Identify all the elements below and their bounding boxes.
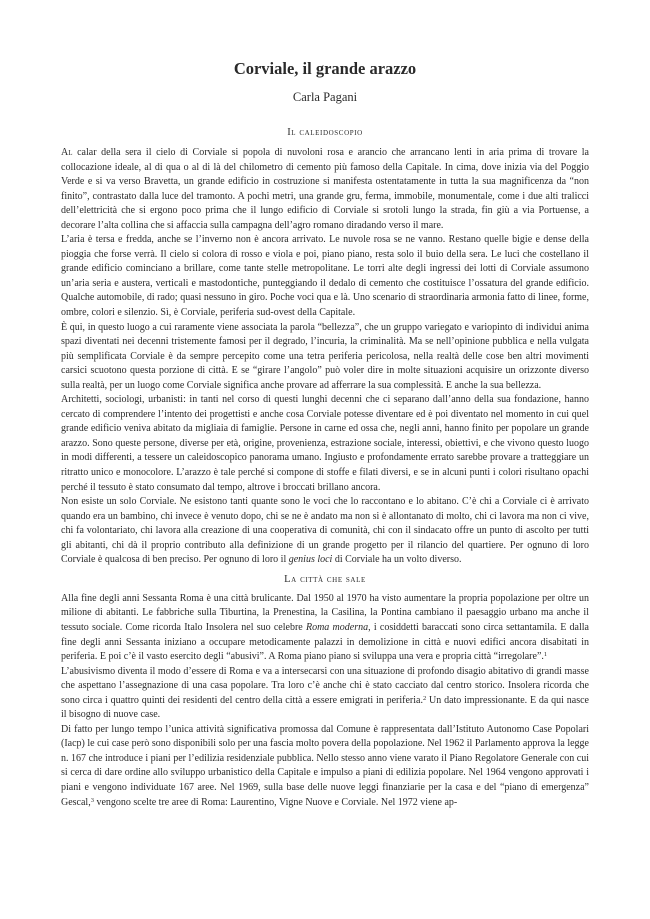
paragraph	[61, 723, 589, 810]
paragraph: È qui, in questo luogo a cui raramente viene associata la parola “bellezza”, che un gruppo variegato e variopinto di individui anima spazi diventati nei decenni tristemente famosi per il degrado, l’incuria, la criminalità. Ma se nell’opinione pubblica e nella vulgata più semplificata Corviale è da sempre percepito come una tetra periferia pericolosa, nella realtà delle cose ben altri movimenti carsici scuotono questa porzione di città. E se “girare l’angolo” può voler dire in molte situazioni acquisire un orizzonte diverso sulla realtà, per un luogo come Corviale significa anche provare ad afferrare la sua complessità. E anche la sua bellezza.	[61, 321, 589, 391]
small-caps-lead: Al	[61, 147, 73, 158]
footnote-marker: 3	[90, 796, 94, 804]
italic-term: genius loci	[288, 554, 333, 566]
section-heading-caleidoscopio: Il caleidoscopio	[287, 127, 363, 138]
paragraph	[61, 665, 589, 723]
paragraph-text: calar della sera il cielo di Corviale si popola di nuvoloni rosa e arancio che arrancano lenti in aria prima di trovare la collocazione ideale, al di qua o al di là del chilometro di cemento più famoso della Capitale. In cima, dove inizia via del Poggio Verde e si va verso Bravetta, un grande edificio in costruzione si manifesta ostentatamente in tutta la sua magnificenza da “non finito”, contrastato dalla luce del tramonto. A pochi metri, una grande gru, ferma, immobile, monumentale, come i due alti tralicci dell’elettricità che si ergono poco prima che il lungo edificio di Corviale si srotoli lungo la strada, fin giù a via Portuense, a decorare l’alta collina che si affaccia sulla campagna dell’agro romano diradando verso il mare.	[61, 147, 589, 231]
section-heading-citta-che-sale: La città che sale	[284, 573, 366, 585]
paragraph: L’aria è tersa e fredda, anche se l’inverno non è ancora arrivato. Le nuvole rosa se ne vanno. Restano quelle bigie e dense della pioggia che forse verrà. Il cielo si colora di rosso e viola e poi, piano piano, resta solo il buio della sera. Le luci che costellano il grande edificio cominciano a brillare, come tante stelle metropolitane. Le torri alte degli ingressi dei lotti di Corviale assumono un’aria seria e austera, verticali e mastodontiche, punteggiando il dedalo di cemento che costituisce l’ossatura del grande edificio. Qualche automobile, di rado; quasi nessuno in giro. Poche voci qua e là. Uno scenario di straordinaria armonia fatto di linee, forme, ombre, colori e silenzio. Sì, è Corviale, periferia sud-ovest della Capitale.	[61, 234, 589, 319]
paragraph	[61, 146, 589, 233]
italic-book-title: Roma moderna	[305, 621, 369, 633]
paragraph-text: L’abusivismo diventa il modo d’essere di Roma e va a intersecarsi con una situazione di profondo disagio abitativo di grandi masse che aspettano l’assegnazione di una casa popolare. Tra loro c’è anche chi è stato cacciato dal centro storico. Insolera ricorda che sono circa i quattro quinti dei residenti del centro della città a essere emigrati in periferia.	[61, 665, 589, 706]
document-page	[61, 58, 589, 810]
paragraph-text: , i cosiddetti baraccati sono circa settantamila. E dalla fine degli anni Sessanta iniziano a occupare metodicamente palazzi in demolizione in città e nuovi edifici ancora disabitati in periferia. E poi c’è il vasto esercito degli “abusivi”. A Roma piano piano si sviluppa una vera e propria città “irregolare”.	[61, 621, 589, 663]
paragraph	[61, 495, 589, 568]
paragraph-text: Di fatto per lungo tempo l’unica attività significativa promossa dal Comune è rappresentata dall’Istituto Autonomo Case Popolari (Iacp) le cui case però sono disponibili solo per una fascia molto povera della popolazione. Nel 1962 il Parlamento approva la legge n. 167 che introduce i piani per l’edilizia residenziale pubblica. Nello stesso anno viene varato il Piano Regolatore Generale con cui si cerca di dare ordine allo sviluppo urbanistico della Capitale e impulso a piani di edilizia popolare. Nel 1964 vengono approvati i piani e vengono individuate 167 aree. Nel 1969, sulla base delle nuove leggi finanziarie per la casa e del “piano di emergenza” Gescal,	[61, 723, 589, 808]
paragraph	[61, 592, 589, 665]
paragraph-text: Non esiste un solo Corviale. Ne esistono tanti quante sono le voci che lo raccontano e lo abitano. C’è chi a Corviale ci è arrivato quando era un bambino, chi invece è venuto dopo, chi se ne è andato ma non si è allontanato di molto, chi ci lavora ma non ci vive, chi fa volontariato, chi lavora alla creazione di una cooperativa di comunità, chi con il sindacato offre un punto di ascolto per tutti gli abitanti, chi dà il proprio contributo alla definizione di un grande progetto per il rilancio del quartiere. Per ognuno di loro Corviale è qualcosa di ben preciso. Per ognuno di loro il	[61, 496, 589, 566]
document-title: Corviale, il grande arazzo	[233, 59, 417, 78]
footnote-marker: 1	[543, 651, 548, 659]
paragraph-text: Alla fine degli anni Sessanta Roma è una città brulicante. Dal 1950 al 1970 ha visto aumentare la propria popolazione per oltre un milione di abitanti. Le fabbriche sulla Tiburtina, la Prenestina, la Casilina, la Pontina cambiano il paesaggio urbano ma anche il tessuto sociale. Come ricorda Italo Insolera nel suo celebre	[61, 592, 589, 633]
footnote-marker: 2	[422, 694, 427, 702]
paragraph-text: vengono scelte tre aree di Roma: Laurentino, Vigne Nuove e Corviale. Nel 1972 viene ap-	[93, 796, 458, 808]
paragraph-text: Un dato impressionante. E da qui nasce il bisogno di nuove case.	[61, 694, 589, 721]
author-name: Carla Pagani	[292, 90, 358, 104]
paragraph-text: di Corviale ha un volto diverso.	[332, 554, 462, 566]
paragraph: Architetti, sociologi, urbanisti: in tanti nel corso di questi lunghi decenni che ci separano dall’anno della sua fondazione, hanno cercato di comprendere l’intento dei progettisti e anche cosa Corviale potesse diventare ed è poi diventato nel momento in cui quel grande edificio veniva abitato da migliaia di famiglie. Persone in carne ed ossa che, negli anni, hanno finito per popolare un grande arazzo. Sono queste persone, diverse per età, origine, provenienza, estrazione sociale, interessi, obiettivi, e che vivono questo luogo in modi differenti, a tessere un caleidoscopico panorama umano. Ingiusto e profondamente errato sarebbe provare a tratteggiare un ritratto unico e monocolore. L’arazzo è tale perché si compone di stoffe e filati diversi, e se in alcuni punti i colori risultano opachi perché il tessuto è stato consumato dal tempo, altrove i broccati brillano ancora.	[61, 394, 589, 493]
